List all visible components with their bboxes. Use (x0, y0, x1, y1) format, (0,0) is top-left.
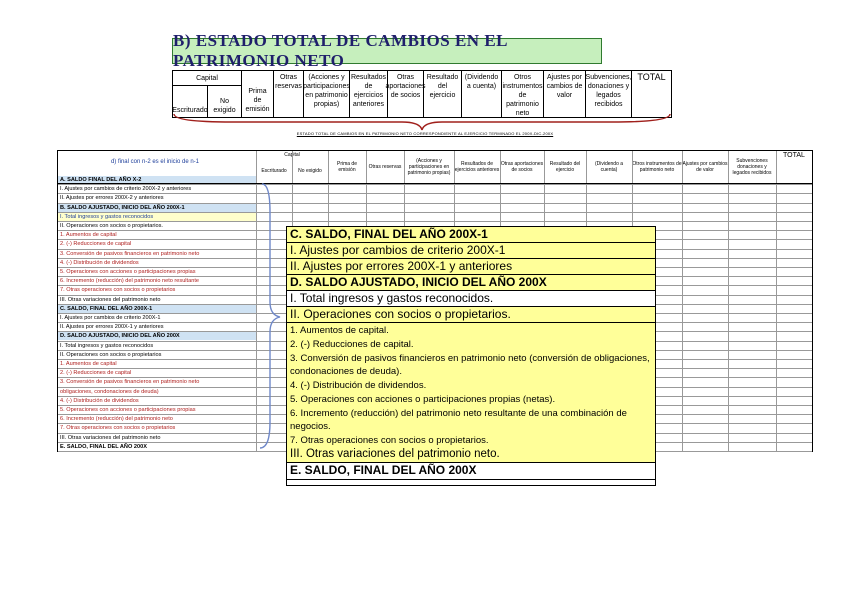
header-resultado-ejercicio: Resultado del ejercicio (423, 71, 461, 117)
detail-row: 6. Incremento (reducción) del patrimonio neto resultante de una combinación de negocios. (287, 406, 655, 433)
table-row-label: 3. Conversión de pasivos financieros en patrimonio neto (60, 379, 200, 386)
table-row-label: 4. (-) Distribución de dividendos (60, 397, 139, 404)
header-capital: Capital (173, 71, 241, 86)
table-header-cell: (Dividendo a cuenta) (594, 161, 624, 173)
detail-row: II. Ajustes por errores 200X-1 y anteriores (287, 259, 655, 275)
table-corner-label: d) final con n-2 es el inicio de n-1 (110, 159, 200, 165)
detail-row: 5. Operaciones con acciones o participaciones propias (netas). (287, 392, 655, 406)
table-grid-line (728, 151, 729, 451)
table-grid-line (682, 151, 683, 451)
table-header-cell: Escriturado (261, 168, 287, 174)
header-no-exigido: No exigido (207, 86, 241, 117)
table-header-cell: TOTAL (783, 152, 805, 159)
header-reservas: Otras reservas (273, 71, 303, 117)
detail-row: D. SALDO AJUSTADO, INICIO DEL AÑO 200X (287, 275, 655, 291)
detail-row: C. SALDO, FINAL DEL AÑO 200X-1 (287, 227, 655, 243)
table-header-cell: Resultado del ejercicio (549, 161, 581, 173)
table-row-label: 7. Otras operaciones con socios o propietarios (60, 287, 176, 294)
table-row-label: I. Total ingresos y gastos reconocidos (58, 213, 256, 221)
table-row-line (58, 193, 812, 194)
detail-row: 1. Aumentos de capital. (287, 323, 655, 337)
table-row-label: 4. (-) Distribución de dividendos (60, 259, 139, 266)
table-row-label: 1. Aumentos de capital (60, 361, 117, 367)
header-ajustes: Ajustes por cambios de valor (543, 71, 585, 117)
table-row-label: II. Operaciones con socios o propietarios (60, 351, 162, 358)
detail-row: 3. Conversión de pasivos financieros en patrimonio neto (conversión de obligaciones, condonaciones de deuda). (287, 351, 655, 378)
detail-row: 4. (-) Distribución de dividendos. (287, 378, 655, 392)
detail-row: I. Total ingresos y gastos reconocidos. (287, 291, 655, 307)
table-row-label: 2. (-) Reducciones de capital (60, 241, 132, 248)
left-brace-icon (256, 182, 286, 452)
table-row-label: obligaciones, condonaciones de deuda) (60, 388, 159, 395)
header-escriturado: Escriturado (172, 107, 208, 114)
table-header-cell: Subvenciones donaciones y legados recibidos (732, 158, 772, 176)
table-header-cell: Otras reservas (368, 164, 402, 170)
table-row-label: 2. (-) Reducciones de capital (60, 370, 132, 377)
header-prima: Prima de emisión (241, 71, 273, 117)
table-header-cell: Capital (284, 152, 300, 158)
table-row-label: III. Otras variaciones del patrimonio neto (60, 434, 161, 441)
table-header-cell: Resultados de ejercicios anteriores (454, 161, 500, 173)
table-row-label: I. Total ingresos y gastos reconocidos (60, 342, 154, 349)
page-title: B) ESTADO TOTAL DE CAMBIOS EN EL PATRIMONIO NETO (172, 38, 602, 64)
table-row-line (58, 203, 812, 204)
table-row-label: 6. Incremento (reducción) del patrimonio neto (60, 416, 173, 423)
table-row-label: C. SALDO, FINAL DEL AÑO 200X-1 (58, 305, 256, 313)
detail-row: III. Otras variaciones del patrimonio neto. (287, 447, 655, 463)
table-row-label: 1. Aumentos de capital (60, 232, 117, 239)
table-header-cell: Otras aportaciones de socios (500, 161, 544, 173)
table-row-label: E. SALDO, FINAL DEL AÑO 200X (60, 443, 147, 450)
table-row-label: B. SALDO AJUSTADO, INICIO DEL AÑO 200X-1 (58, 204, 256, 212)
table-row-label: 5. Operaciones con acciones o participaciones propias (60, 407, 196, 413)
header-table (172, 70, 672, 118)
detail-row: E. SALDO, FINAL DEL AÑO 200X (287, 463, 655, 480)
table-row-label: I. Ajustes por cambios de criterio 200X-2 y anteriores (60, 186, 192, 193)
table-header-cell: No exigido (298, 168, 322, 174)
header-aportaciones: Otras aportaciones de socios (387, 71, 423, 117)
sub-caption: ESTADO TOTAL DE CAMBIOS EN EL PATRIMONIO NETO CORRESPONDIENTE AL EJERCICIO TERMINADO EL 200X-DIC-200X (296, 131, 554, 136)
table-row-label: II. Operaciones con socios o propietarios. (60, 223, 163, 229)
table-header-cell: Otros instrumentos de patrimonio neto (632, 161, 682, 173)
detail-row: II. Operaciones con socios o propietarios. (287, 307, 655, 323)
header-dividendo: (Dividendo a cuenta) (461, 71, 501, 117)
table-row-line (58, 221, 812, 222)
table-row-line (58, 184, 812, 185)
header-resultados-anteriores: Resultados de ejercicios anteriores (349, 71, 387, 117)
detail-row: I. Ajustes por cambios de criterio 200X-1 (287, 243, 655, 259)
table-row-label: A. SALDO FINAL DEL AÑO X-2 (58, 176, 256, 184)
header-instrumentos: Otros instrumentos de patrimonio neto (501, 71, 543, 117)
table-grid-line (776, 151, 777, 451)
header-acciones: (Acciones y participaciones en patrimonio propias) (303, 71, 349, 117)
table-header-cell: Prima de emisión (336, 161, 357, 173)
header-total: TOTAL (631, 71, 671, 117)
detail-row: 7. Otras operaciones con socios o propietarios. (287, 433, 655, 447)
table-row-label: 5. Operaciones con acciones o participaciones propias (60, 269, 196, 275)
table-row-label: II. Ajustes por errores 200X-2 y anteriores (60, 195, 164, 202)
table-row-label: II. Ajustes por errores 200X-1 y anteriores (60, 324, 164, 331)
header-subvenciones: Subvenciones, donaciones y legados recibidos (585, 71, 631, 117)
table-row-label: 7. Otras operaciones con socios o propietarios (60, 425, 176, 432)
table-row-label: 3. Conversión de pasivos financieros en patrimonio neto (60, 250, 200, 257)
table-row-label: D. SALDO AJUSTADO, INICIO DEL AÑO 200X (58, 332, 256, 340)
table-header-cell: Ajustes por cambios de valor (682, 161, 728, 173)
table-row-label: III. Otras variaciones del patrimonio neto (60, 296, 161, 303)
table-row-label: I. Ajustes por cambios de criterio 200X-1 (60, 315, 161, 321)
table-header-cell: (Acciones y participaciones en patrimonio propias) (407, 158, 451, 176)
curly-brace-icon (172, 112, 672, 132)
detail-row: 2. (-) Reducciones de capital. (287, 337, 655, 351)
zoom-detail-panel (286, 226, 656, 486)
table-row-line (58, 212, 812, 213)
table-row-label: 6. Incremento (reducción) del patrimonio neto resultante (60, 278, 199, 285)
